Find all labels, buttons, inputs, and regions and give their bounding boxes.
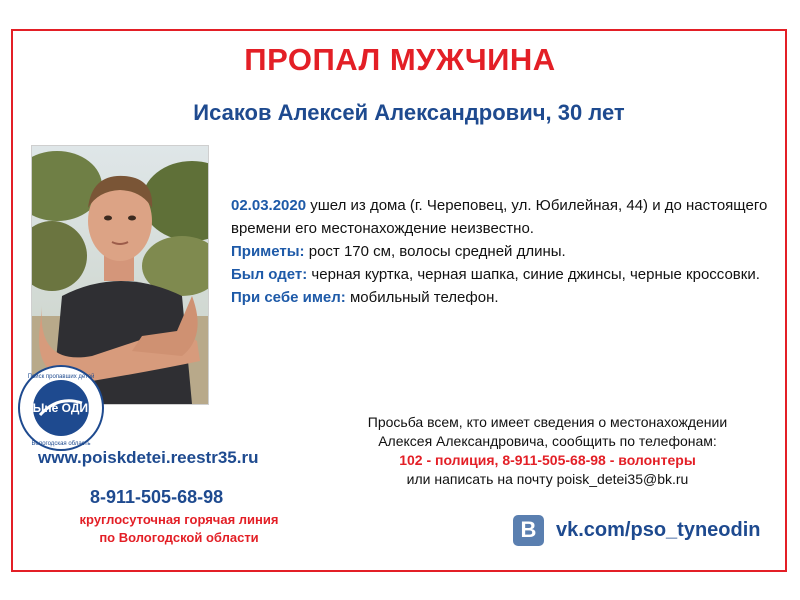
- clothes-line: [231, 263, 776, 286]
- hotline-line-2: по Вологодской области: [99, 530, 259, 545]
- contact-request: [330, 413, 765, 489]
- request-phones: 102 - полиция, 8-911-505-68-98 - волонтеры: [399, 452, 696, 468]
- items-label: При себе имел:: [231, 289, 346, 306]
- signs-value: рост 170 см, волосы средней длины.: [304, 243, 566, 260]
- tyneodin-logo: [18, 365, 104, 451]
- logo-arc-text: Поиск пропавших детей: [27, 374, 95, 380]
- logo-arc-text-bottom: Вологодская область: [31, 441, 91, 447]
- disappearance-text: ушел из дома (г. Череповец, ул. Юбилейная, 44) и до настоящего времени его местонахождение неизвестно.: [231, 197, 768, 237]
- description-block: [231, 194, 776, 309]
- items-line: [231, 286, 776, 309]
- request-email: или написать на почту poisk_detei35@bk.ru: [406, 471, 689, 487]
- vk-link[interactable]: vk.com/pso_tyneodin: [556, 518, 761, 541]
- hotline-caption: [40, 511, 318, 547]
- signs-line: [231, 240, 776, 263]
- clothes-value: черная куртка, черная шапка, синие джинсы, черные кроссовки.: [307, 266, 760, 283]
- missing-person-name: Исаков Алексей Александрович, 30 лет: [193, 100, 625, 125]
- items-value: мобильный телефон.: [345, 289, 499, 306]
- poster-title: ПРОПАЛ МУЖЧИНА: [244, 42, 556, 77]
- request-line-1: Просьба всем, кто имеет сведения о местонахождении: [367, 414, 728, 430]
- request-line-2: Алексея Александровича, сообщить по телефонам:: [378, 433, 717, 449]
- vk-icon: В: [513, 515, 544, 546]
- hotline-phone: 8-911-505-68-98: [90, 487, 224, 507]
- clothes-label: Был одет:: [231, 266, 308, 283]
- signs-label: Приметы:: [231, 243, 305, 260]
- website-link[interactable]: www.poiskdetei.reestr35.ru: [38, 448, 259, 467]
- hotline-line-1: круглосуточная горячая линия: [79, 512, 279, 527]
- vk-group[interactable]: [513, 514, 761, 546]
- disappearance-date: 02.03.2020: [231, 197, 307, 214]
- disappearance-line: [231, 194, 776, 240]
- logo-text: ТЫне ОДИН: [25, 401, 97, 415]
